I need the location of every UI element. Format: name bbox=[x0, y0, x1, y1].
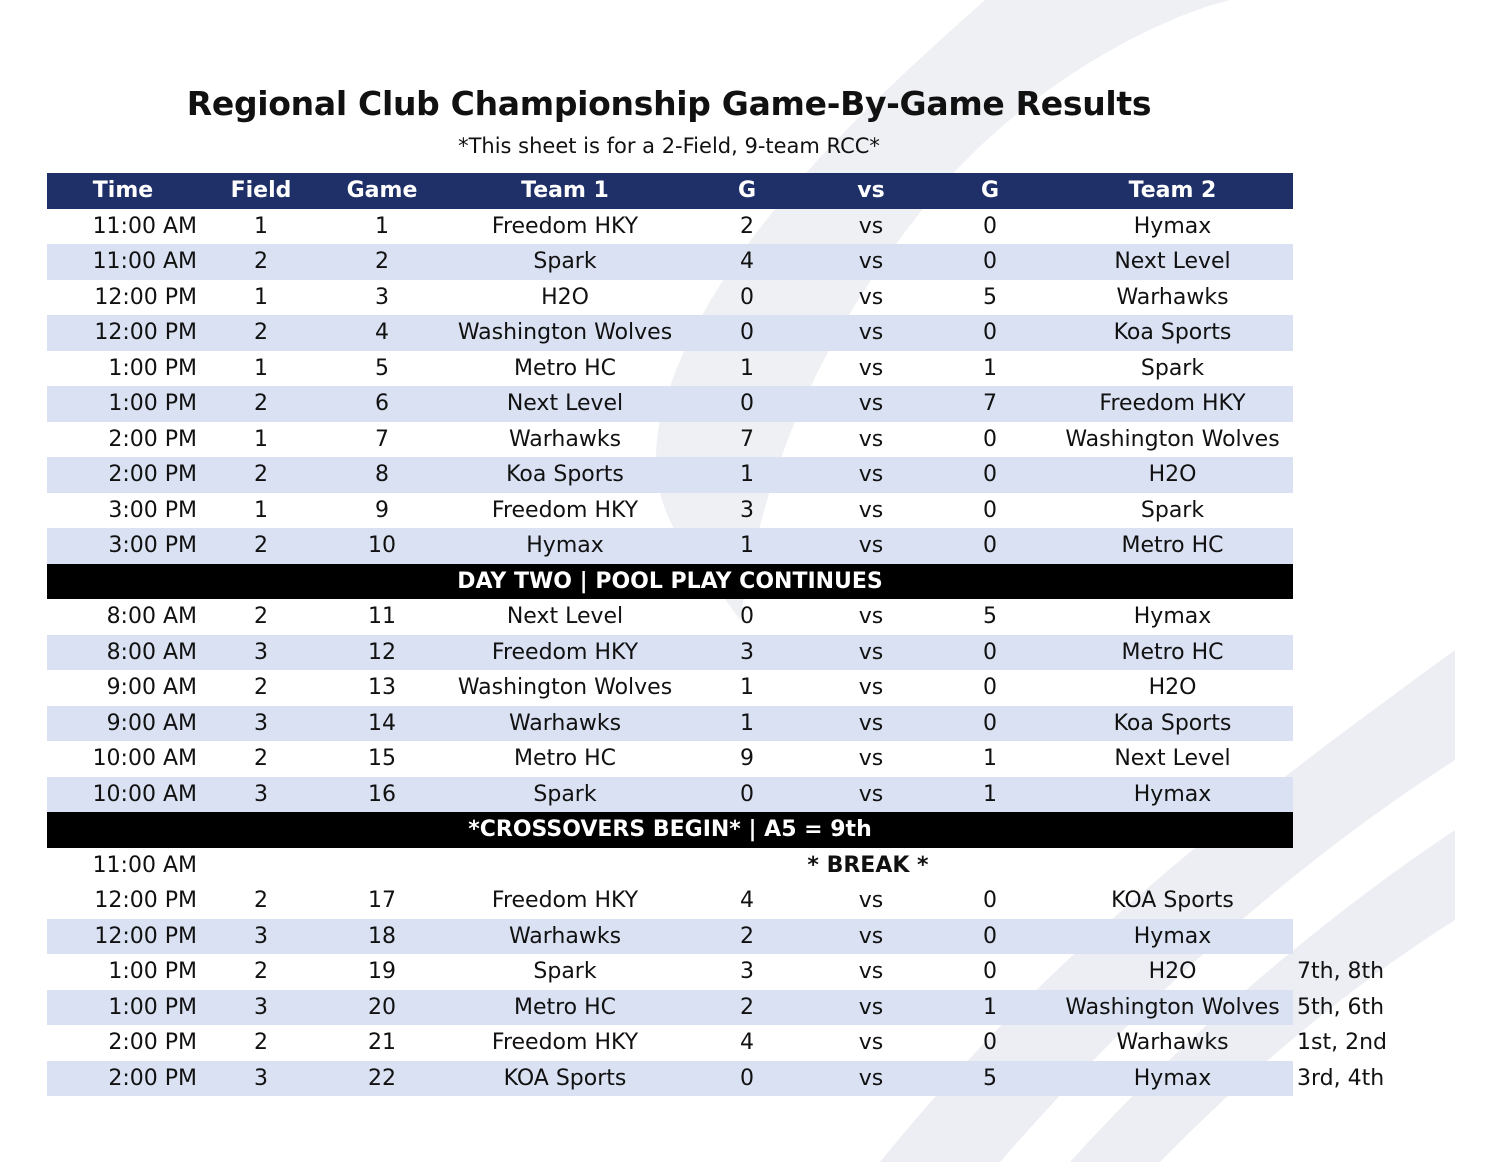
cell-vs: vs bbox=[858, 1030, 884, 1055]
cell-vs: vs bbox=[858, 781, 884, 807]
page-subtitle: *This sheet is for a 2-Field, 9-team RCC* bbox=[458, 134, 880, 158]
cell-g1: 0 bbox=[740, 320, 754, 345]
cell-team2: Metro HC bbox=[1121, 533, 1224, 558]
cell-time: 8:00 AM bbox=[106, 639, 197, 665]
cell-team1: Freedom HKY bbox=[491, 1030, 639, 1055]
section-crossovers-label: *CROSSOVERS BEGIN* | A5 = 9th bbox=[468, 817, 872, 842]
cell-game: 16 bbox=[368, 781, 396, 807]
cell-g1: 0 bbox=[740, 604, 754, 629]
table-row bbox=[47, 351, 1293, 387]
cell-field: 2 bbox=[254, 1030, 268, 1055]
cell-team2: Metro HC bbox=[1121, 639, 1224, 665]
cell-vs: vs bbox=[858, 675, 884, 700]
table-row bbox=[47, 741, 1293, 777]
cell-team2: Hymax bbox=[1133, 213, 1212, 239]
cell-team1: Spark bbox=[533, 959, 597, 984]
table-row bbox=[47, 493, 1293, 529]
cell-team1: KOA Sports bbox=[503, 1065, 627, 1091]
cell-team1: Metro HC bbox=[513, 355, 617, 381]
cell-vs: vs bbox=[858, 710, 884, 736]
table-row bbox=[47, 209, 1293, 245]
cell-time: 12:00 PM bbox=[94, 320, 197, 345]
header-field: Field bbox=[230, 178, 292, 203]
table-row bbox=[47, 457, 1293, 493]
cell-vs: vs bbox=[858, 320, 884, 345]
cell-time: 2:00 PM bbox=[108, 462, 197, 487]
cell-team2: Koa Sports bbox=[1113, 320, 1232, 345]
page-title: Regional Club Championship Game-By-Game Results bbox=[186, 84, 1152, 123]
cell-g2: 0 bbox=[983, 213, 997, 239]
cell-g2: 0 bbox=[983, 923, 997, 949]
cell-field: 1 bbox=[254, 497, 268, 523]
cell-g2: 0 bbox=[983, 462, 997, 487]
cell-g2: 1 bbox=[983, 746, 997, 771]
table-row bbox=[47, 315, 1293, 351]
cell-vs: vs bbox=[858, 355, 884, 381]
cell-g2: 5 bbox=[983, 284, 997, 310]
cell-g2: 0 bbox=[983, 497, 997, 523]
cell-time: 2:00 PM bbox=[108, 426, 197, 452]
cell-note bbox=[1297, 919, 1397, 955]
cell-g1: 1 bbox=[740, 533, 754, 558]
break-time: 11:00 AM bbox=[92, 852, 197, 878]
cell-team2: H2O bbox=[1148, 959, 1197, 984]
cell-field: 1 bbox=[254, 213, 268, 239]
cell-game: 7 bbox=[375, 426, 389, 452]
cell-team1: Metro HC bbox=[513, 746, 617, 771]
table-row bbox=[47, 954, 1385, 990]
cell-team1: Washington Wolves bbox=[457, 675, 673, 700]
cell-team2: Next Level bbox=[1114, 746, 1231, 771]
cell-note: 7th, 8th bbox=[1297, 959, 1385, 984]
cell-game: 12 bbox=[368, 639, 396, 665]
cell-team1: Spark bbox=[533, 781, 597, 807]
cell-field: 3 bbox=[254, 710, 268, 736]
cell-team2: Hymax bbox=[1133, 923, 1212, 949]
cell-field: 2 bbox=[254, 391, 268, 416]
table-row bbox=[47, 280, 1293, 316]
cell-note: 3rd, 4th bbox=[1297, 1065, 1385, 1091]
cell-game: 10 bbox=[368, 533, 396, 558]
table-row bbox=[47, 777, 1293, 813]
table-row bbox=[47, 386, 1293, 422]
cell-team2: Hymax bbox=[1133, 1065, 1212, 1091]
cell-g2: 1 bbox=[983, 994, 997, 1020]
cell-team2: Warhawks bbox=[1116, 1030, 1229, 1055]
cell-vs: vs bbox=[858, 213, 884, 239]
cell-g2: 0 bbox=[983, 888, 997, 913]
header-g1: G bbox=[737, 178, 757, 203]
cell-team1: H2O bbox=[541, 284, 589, 310]
cell-game: 1 bbox=[375, 213, 389, 239]
cell-game: 3 bbox=[375, 284, 389, 310]
cell-g2: 0 bbox=[983, 1030, 997, 1055]
cell-game: 6 bbox=[375, 391, 389, 416]
cell-team1: Freedom HKY bbox=[491, 888, 639, 913]
cell-team2: Freedom HKY bbox=[1099, 391, 1246, 416]
cell-field: 3 bbox=[254, 1065, 268, 1091]
header-game: Game bbox=[346, 178, 418, 203]
cell-team2: Warhawks bbox=[1116, 284, 1229, 310]
cell-team2: Hymax bbox=[1133, 604, 1212, 629]
cell-field: 2 bbox=[254, 604, 268, 629]
cell-team2: Next Level bbox=[1114, 249, 1231, 274]
cell-time: 10:00 AM bbox=[92, 746, 197, 771]
cell-game: 17 bbox=[368, 888, 396, 913]
cell-time: 11:00 AM bbox=[92, 213, 197, 239]
cell-vs: vs bbox=[858, 462, 884, 487]
cell-time: 2:00 PM bbox=[108, 1065, 197, 1091]
table-row bbox=[47, 599, 1293, 635]
cell-g1: 0 bbox=[740, 391, 754, 416]
cell-g2: 0 bbox=[983, 639, 997, 665]
cell-time: 2:00 PM bbox=[108, 1030, 197, 1055]
cell-note: 1st, 2nd bbox=[1297, 1030, 1387, 1055]
cell-vs: vs bbox=[858, 426, 884, 452]
cell-game: 11 bbox=[368, 604, 396, 629]
table-row bbox=[47, 883, 1293, 919]
cell-g1: 0 bbox=[740, 284, 754, 310]
header-vs: vs bbox=[857, 178, 885, 203]
cell-game: 19 bbox=[368, 959, 396, 984]
cell-g2: 0 bbox=[983, 320, 997, 345]
cell-g2: 0 bbox=[983, 675, 997, 700]
cell-note bbox=[1297, 883, 1397, 919]
table-header bbox=[47, 173, 1293, 209]
cell-team1: Freedom HKY bbox=[491, 497, 639, 523]
table-row bbox=[47, 528, 1293, 564]
cell-g1: 3 bbox=[740, 497, 754, 523]
cell-team2: Spark bbox=[1140, 355, 1205, 381]
cell-field: 2 bbox=[254, 249, 268, 274]
cell-g2: 1 bbox=[983, 355, 997, 381]
table-row bbox=[47, 670, 1293, 706]
cell-vs: vs bbox=[858, 391, 884, 416]
section-day-two bbox=[47, 564, 1293, 600]
cell-team1: Next Level bbox=[506, 391, 624, 416]
cell-game: 22 bbox=[368, 1065, 396, 1091]
cell-time: 8:00 AM bbox=[106, 604, 197, 629]
cell-field: 2 bbox=[254, 888, 268, 913]
cell-g1: 1 bbox=[740, 675, 754, 700]
results-table bbox=[47, 173, 1387, 1096]
cell-team2: Koa Sports bbox=[1113, 710, 1232, 736]
cell-team1: Washington Wolves bbox=[457, 320, 673, 345]
cell-game: 21 bbox=[368, 1030, 396, 1055]
cell-vs: vs bbox=[858, 888, 884, 913]
header-time: Time bbox=[92, 178, 154, 203]
cell-time: 12:00 PM bbox=[94, 923, 197, 949]
cell-field: 2 bbox=[254, 959, 268, 984]
cell-vs: vs bbox=[858, 959, 884, 984]
cell-team2: Washington Wolves bbox=[1065, 426, 1280, 452]
crossovers-group bbox=[47, 883, 1387, 1096]
cell-game: 4 bbox=[375, 320, 389, 345]
cell-time: 1:00 PM bbox=[108, 391, 197, 416]
cell-team1: Spark bbox=[533, 249, 597, 274]
table-row bbox=[47, 990, 1385, 1026]
header-team1: Team 1 bbox=[521, 178, 609, 203]
cell-time: 3:00 PM bbox=[108, 533, 197, 558]
table-row bbox=[47, 1025, 1387, 1061]
cell-vs: vs bbox=[858, 994, 884, 1020]
cell-game: 14 bbox=[368, 710, 396, 736]
cell-team1: Warhawks bbox=[508, 426, 622, 452]
cell-field: 2 bbox=[254, 320, 268, 345]
cell-game: 5 bbox=[375, 355, 389, 381]
cell-field: 2 bbox=[254, 533, 268, 558]
cell-game: 13 bbox=[368, 675, 396, 700]
cell-g2: 0 bbox=[983, 426, 997, 452]
cell-time: 12:00 PM bbox=[94, 284, 197, 310]
cell-vs: vs bbox=[858, 533, 884, 558]
header-team2: Team 2 bbox=[1128, 178, 1217, 203]
cell-time: 9:00 AM bbox=[106, 675, 197, 700]
cell-vs: vs bbox=[858, 284, 884, 310]
cell-field: 2 bbox=[254, 675, 268, 700]
cell-time: 11:00 AM bbox=[92, 249, 197, 274]
cell-time: 12:00 PM bbox=[94, 888, 197, 913]
cell-team2: Washington Wolves bbox=[1065, 994, 1280, 1020]
section-day-two-label: DAY TWO | POOL PLAY CONTINUES bbox=[457, 568, 883, 594]
cell-vs: vs bbox=[858, 923, 884, 949]
cell-g1: 4 bbox=[740, 249, 754, 274]
section-crossovers bbox=[47, 812, 1293, 848]
cell-g1: 2 bbox=[740, 213, 754, 239]
cell-vs: vs bbox=[858, 746, 884, 771]
cell-g2: 0 bbox=[983, 710, 997, 736]
cell-game: 8 bbox=[375, 462, 389, 487]
cell-field: 3 bbox=[254, 923, 268, 949]
cell-field: 3 bbox=[254, 781, 268, 807]
cell-g2: 0 bbox=[983, 533, 997, 558]
cell-g1: 2 bbox=[740, 994, 754, 1020]
cell-g1: 1 bbox=[740, 355, 754, 381]
cell-g2: 5 bbox=[983, 604, 997, 629]
cell-field: 2 bbox=[254, 462, 268, 487]
cell-g2: 5 bbox=[983, 1065, 997, 1091]
cell-time: 1:00 PM bbox=[108, 994, 197, 1020]
cell-g1: 0 bbox=[740, 1065, 754, 1091]
cell-field: 1 bbox=[254, 355, 268, 381]
cell-game: 20 bbox=[368, 994, 396, 1020]
cell-field: 1 bbox=[254, 426, 268, 452]
cell-note: 5th, 6th bbox=[1297, 994, 1385, 1020]
table-row bbox=[47, 1061, 1385, 1097]
day-two-group bbox=[47, 599, 1293, 812]
cell-vs: vs bbox=[858, 639, 884, 665]
cell-team2: KOA Sports bbox=[1111, 888, 1234, 913]
cell-game: 2 bbox=[375, 249, 389, 274]
cell-time: 3:00 PM bbox=[108, 497, 197, 523]
cell-g2: 0 bbox=[983, 249, 997, 274]
cell-team1: Freedom HKY bbox=[491, 639, 639, 665]
cell-vs: vs bbox=[858, 604, 884, 629]
cell-team1: Freedom HKY bbox=[491, 213, 639, 239]
cell-g1: 3 bbox=[740, 959, 754, 984]
table-row bbox=[47, 635, 1293, 671]
cell-g1: 0 bbox=[740, 781, 754, 807]
cell-team1: Hymax bbox=[526, 533, 604, 558]
cell-team1: Warhawks bbox=[508, 923, 622, 949]
cell-vs: vs bbox=[858, 497, 884, 523]
day-one-group bbox=[47, 209, 1293, 564]
cell-field: 3 bbox=[254, 994, 268, 1020]
cell-field: 2 bbox=[254, 746, 268, 771]
table-row bbox=[47, 422, 1293, 458]
cell-g2: 1 bbox=[983, 781, 997, 807]
cell-time: 10:00 AM bbox=[92, 781, 197, 807]
cell-vs: vs bbox=[858, 1065, 884, 1091]
cell-g1: 3 bbox=[740, 639, 754, 665]
break-label: * BREAK * bbox=[807, 852, 929, 878]
cell-time: 9:00 AM bbox=[106, 710, 197, 736]
cell-team1: Metro HC bbox=[513, 994, 617, 1020]
cell-time: 1:00 PM bbox=[108, 959, 197, 984]
cell-team1: Warhawks bbox=[508, 710, 622, 736]
cell-g1: 9 bbox=[740, 746, 754, 771]
cell-g2: 7 bbox=[983, 391, 997, 416]
cell-g1: 7 bbox=[740, 426, 754, 452]
cell-vs: vs bbox=[858, 249, 884, 274]
cell-field: 1 bbox=[254, 284, 268, 310]
cell-time: 1:00 PM bbox=[108, 355, 197, 381]
cell-team2: H2O bbox=[1148, 675, 1197, 700]
cell-game: 18 bbox=[368, 923, 396, 949]
cell-g1: 2 bbox=[740, 923, 754, 949]
cell-field: 3 bbox=[254, 639, 268, 665]
cell-team2: Hymax bbox=[1133, 781, 1212, 807]
cell-g1: 1 bbox=[740, 462, 754, 487]
table-row bbox=[47, 919, 1293, 955]
cell-team2: H2O bbox=[1148, 462, 1197, 487]
table-row bbox=[47, 706, 1293, 742]
cell-g1: 4 bbox=[740, 888, 754, 913]
table-row bbox=[47, 244, 1293, 280]
cell-game: 9 bbox=[375, 497, 389, 523]
cell-game: 15 bbox=[368, 746, 396, 771]
header-g2: G bbox=[980, 178, 1000, 203]
cell-team1: Koa Sports bbox=[506, 462, 624, 487]
cell-g1: 4 bbox=[740, 1030, 754, 1055]
cell-team2: Spark bbox=[1140, 497, 1205, 523]
cell-team1: Next Level bbox=[506, 604, 624, 629]
cell-g1: 1 bbox=[740, 710, 754, 736]
break-row bbox=[47, 848, 1293, 884]
cell-g2: 0 bbox=[983, 959, 997, 984]
